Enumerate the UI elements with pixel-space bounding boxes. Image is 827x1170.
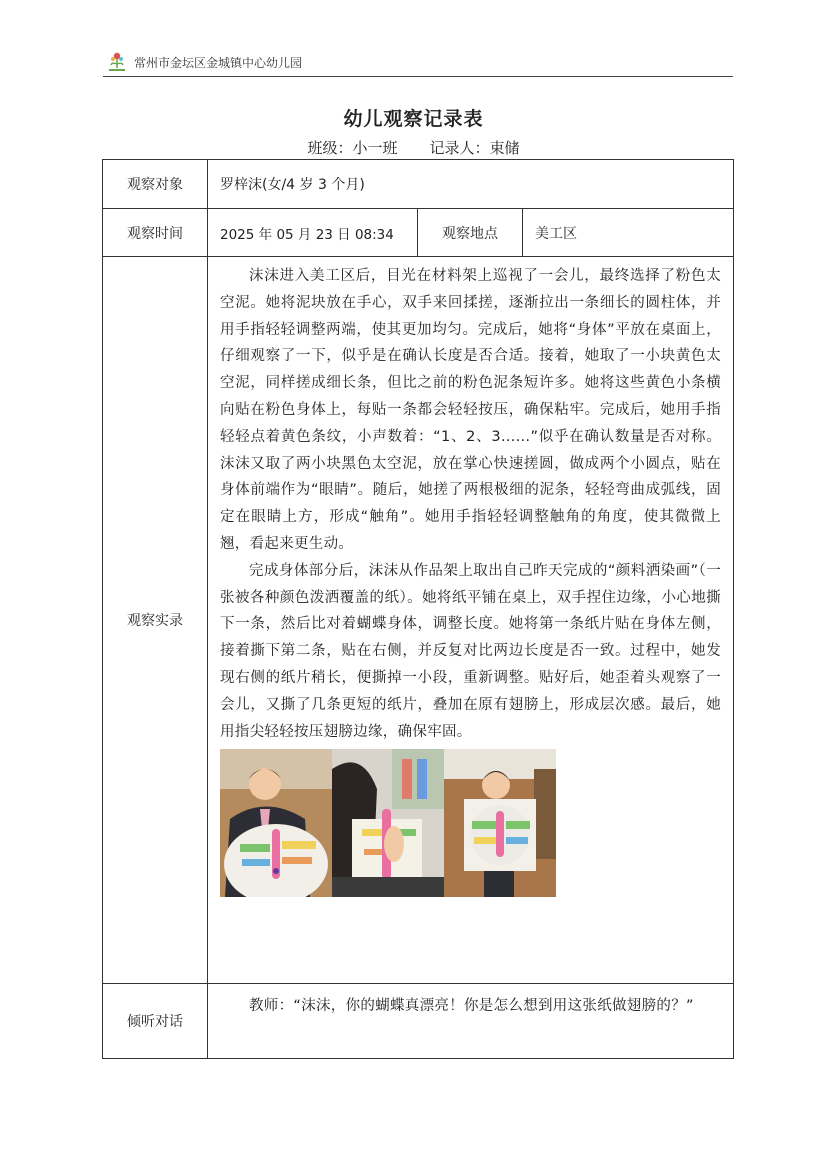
photo-child-with-butterfly-2 [332, 749, 444, 897]
subject-value: 罗梓沫(女/4 岁 3 个月) [208, 160, 734, 209]
dialog-text: 教师：“沫沫，你的蝴蝶真漂亮！你是怎么想到用这张纸做翅膀的？” [249, 998, 694, 1014]
org-name: 常州市金坛区金城镇中心幼儿园 [134, 56, 303, 70]
kindergarten-logo-icon [107, 51, 127, 73]
photo-strip [220, 749, 721, 897]
header-divider [103, 76, 733, 77]
place-value: 美工区 [523, 209, 734, 257]
record-label: 观察实录 [103, 257, 208, 984]
record-paragraph: 完成身体部分后，沫沫从作品架上取出自己昨天完成的“颜料洒染画”（一张被各种颜色泼洒覆盖的纸）。她将纸平铺在桌上，双手捏住边缘，小心地撕下一条，然后比对着蝴蝶身体，调整长度。她将第一条纸片贴在身体左侧，接着撕下第二条，贴在右侧，并反复对比两边长度是否一致。过程中，她发现右侧的纸片稍长，便撕掉一小段，重新调整。贴好后，她歪着头观察了一会儿，又撕了几条更短的纸片，叠加在原有翅膀上，形成层次感。最后，她用指尖轻轻按压翅膀边缘，确保牢固。 [220, 562, 722, 740]
photo-child-holding-butterfly [444, 749, 556, 897]
record-row [103, 257, 734, 984]
record-paragraph: 沫沫进入美工区后，目光在材料架上巡视了一会儿，最终选择了粉色太空泥。她将泥块放在手心，双手来回揉搓，逐渐拉出一条细长的圆柱体，并用手指轻轻调整两端，使其更加均匀。完成后，她将“身体”平放在桌面上，仔细观察了一下，似乎是在确认长度是否合适。接着，她取了一小块黄色太空泥，同样搓成细长条，但比之前的粉色泥条短许多。她将这些黄色小条横向贴在粉色身体上，每贴一条都会轻轻按压，确保粘牢。完成后，她用手指轻轻点着黄色条纹，小声数着：“1、2、3……”似乎在确认数量是否对称。沫沫又取了两小块黑色太空泥，放在掌心快速搓圆，做成两个小圆点，贴在身体前端作为“眼睛”。随后，她搓了两根极细的泥条，轻轻弯曲成弧线，固定在眼睛上方，形成“触角”。她用手指轻轻调整触角的角度，使其微微上翘，看起来更生动。 [220, 268, 722, 552]
time-value: 2025 年 05 月 23 日 08:34 [208, 209, 418, 257]
dialog-row [103, 984, 734, 1059]
time-row [103, 209, 734, 257]
photo-child-with-butterfly-1 [220, 749, 332, 897]
page-title: 幼儿观察记录表 [343, 108, 484, 130]
subject-row [103, 160, 734, 209]
recorder-info: 记录人：束储 [429, 139, 520, 157]
dialog-content [208, 984, 734, 1059]
time-label: 观察时间 [103, 209, 208, 257]
subject-label: 观察对象 [103, 160, 208, 209]
place-label: 观察地点 [418, 209, 523, 257]
page-header [103, 48, 733, 76]
page-subtitle [0, 137, 827, 158]
dialog-label: 倾听对话 [103, 984, 208, 1059]
record-content [208, 257, 734, 984]
class-info: 班级：小一班 [307, 139, 398, 157]
observation-table [102, 159, 734, 1059]
